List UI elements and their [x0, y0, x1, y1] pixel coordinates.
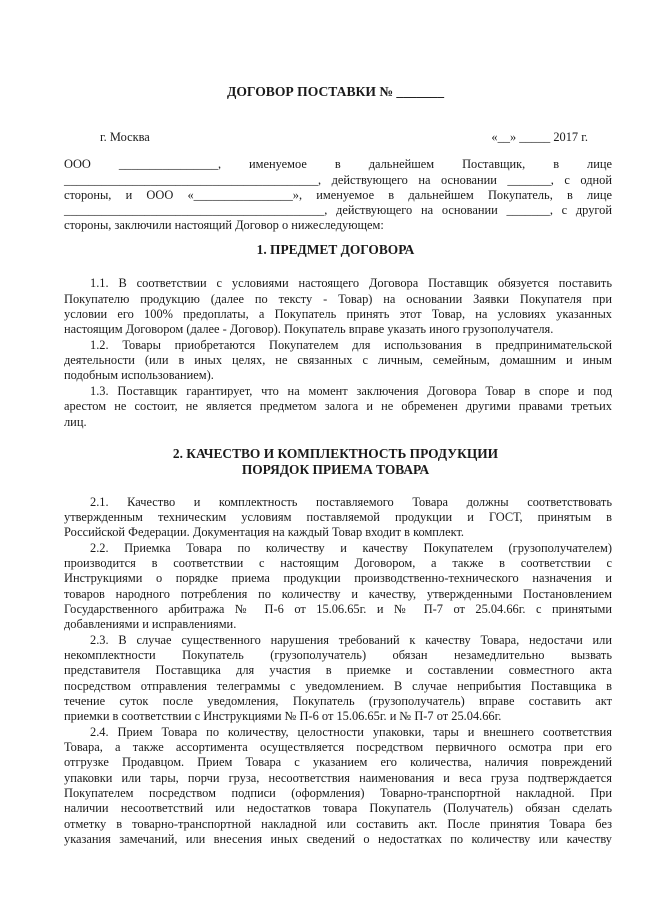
- paragraph-line: подобным использованием).: [64, 368, 214, 382]
- section-heading: 1. ПРЕДМЕТ ДОГОВОРА: [256, 242, 415, 257]
- section-subheading: ПОРЯДОК ПРИЕМА ТОВАРА: [241, 462, 430, 477]
- paragraph-line: Инструкциями о порядке приема продукции производственно-технического назначения и: [64, 571, 612, 585]
- paragraph-line: настоящим Договором (далее - Договор). Покупатель вправе указать иного грузополучателя.: [64, 322, 554, 336]
- paragraph-line: 2.2. Приемка Товара по количеству и качеству Покупателем (грузополучателем): [90, 541, 612, 555]
- paragraph-line: представителя Поставщика для участия в приемке и составлении совместного акта: [64, 663, 612, 677]
- paragraph-line: Покупателю продукцию (далее по тексту - Товар) на основании Заявки Покупателя при: [64, 292, 612, 306]
- paragraph-line: арестом не состоит, не является предметом залога и не обременен другими правами третьих: [64, 399, 612, 413]
- paragraph-line: добавлениями и исправлениями.: [64, 617, 237, 631]
- paragraph-line: Товара, а также ассортимента осуществляется посредством первичного осмотра при его: [64, 740, 612, 754]
- document-title: ДОГОВОР ПОСТАВКИ № _______: [226, 84, 445, 99]
- paragraph-line: 2.1. Качество и комплектность поставляемого Товара должны соответствовать: [90, 495, 612, 509]
- preamble-line: __________________________________________, действующего на основании _______, с другой: [64, 203, 612, 217]
- preamble-line: _________________________________________, действующего на основании _______, с одной: [64, 173, 612, 187]
- paragraph-line: 2.4. Прием Товара по количеству, целостности упаковки, тары и внешнего соответствия: [90, 725, 612, 739]
- city: г. Москва: [100, 130, 150, 144]
- paragraph-line: посредством отправления телеграммы с уведомлением. В случае неприбытия Поставщика в: [64, 679, 612, 693]
- paragraph-line: лиц.: [64, 415, 87, 429]
- paragraph-line: приемки в соответствии с Инструкциями № П-6 от 15.06.65г. и № П-7 от 25.04.66г.: [64, 709, 502, 723]
- paragraph-line: 2.3. В случае существенного нарушения требований к качеству Товара, недостачи или: [90, 633, 612, 647]
- paragraph-line: наличии несоответствий или недостатков товара Покупатель (Получатель) обязан сделать: [64, 801, 612, 815]
- paragraph-line: утвержденным техническим условиям поставляемой продукции и ГОСТ, принятым в: [64, 510, 612, 524]
- paragraph-line: производится в соответствии с настоящим Договором, а также в соответствии с: [64, 556, 612, 570]
- paragraph-line: товаров народного потребления по количеству и качеству, утвержденными Постановлением: [64, 587, 612, 601]
- paragraph-line: Российской Федерации. Документация на каждый Товар входит в комплект.: [64, 525, 465, 539]
- section-heading: 2. КАЧЕСТВО И КОМПЛЕКТНОСТЬ ПРОДУКЦИИ: [172, 446, 499, 461]
- preamble-line: стороны, и ООО «________________», именуемое в дальнейшем Покупатель, в лице: [64, 188, 612, 202]
- preamble-line: стороны, заключили настоящий Договор о нижеследующем:: [64, 218, 384, 232]
- paragraph-line: отметку в товарно-транспортной накладной или составить акт. После принятия Товара без: [64, 817, 612, 831]
- contract-date: «__» _____ 2017 г.: [491, 130, 588, 144]
- paragraph-line: Государственного арбитража № П-6 от 15.06.65г. и № П-7 от 25.04.66г. с принятыми: [64, 602, 612, 616]
- paragraph-line: упаковки или тары, порчи груза, несоответствия наименования и веса груза подтверждается: [64, 771, 612, 785]
- paragraph-line: течение суток после уведомления, Покупатель (грузополучатель) вправе составить акт: [64, 694, 612, 708]
- paragraph-line: 1.2. Товары приобретаются Покупателем для использования в предпринимательской: [90, 338, 612, 352]
- paragraph-line: некомплектности Покупатель (грузополучатель) обязан незамедлительно вызвать: [64, 648, 612, 662]
- paragraph-line: условии его 100% предоплаты, а Покупатель принять этот Товар, на условиях указанных: [64, 307, 612, 321]
- paragraph-line: Покупателем посредством подписи (оформления) Товарно-транспортной накладной. При: [64, 786, 612, 800]
- paragraph-line: 1.3. Поставщик гарантирует, что на момент заключения Договора Товар в споре и под: [90, 384, 612, 398]
- paragraph-line: указания замечаний, или внесения иных сведений о недостатках по количеству или качеству: [64, 832, 612, 846]
- preamble-line: ООО ________________, именуемое в дальнейшем Поставщик, в лице: [64, 157, 612, 171]
- paragraph-line: 1.1. В соответствии с условиями настоящего Договора Поставщик обязуется поставить: [90, 276, 612, 290]
- paragraph-line: деятельности (или в иных целях, не связанных с личным, семейным, домашним и иным: [64, 353, 612, 367]
- paragraph-line: отгрузке Продавцом. Прием Товара с указанием его количества, наличия повреждений: [64, 755, 612, 769]
